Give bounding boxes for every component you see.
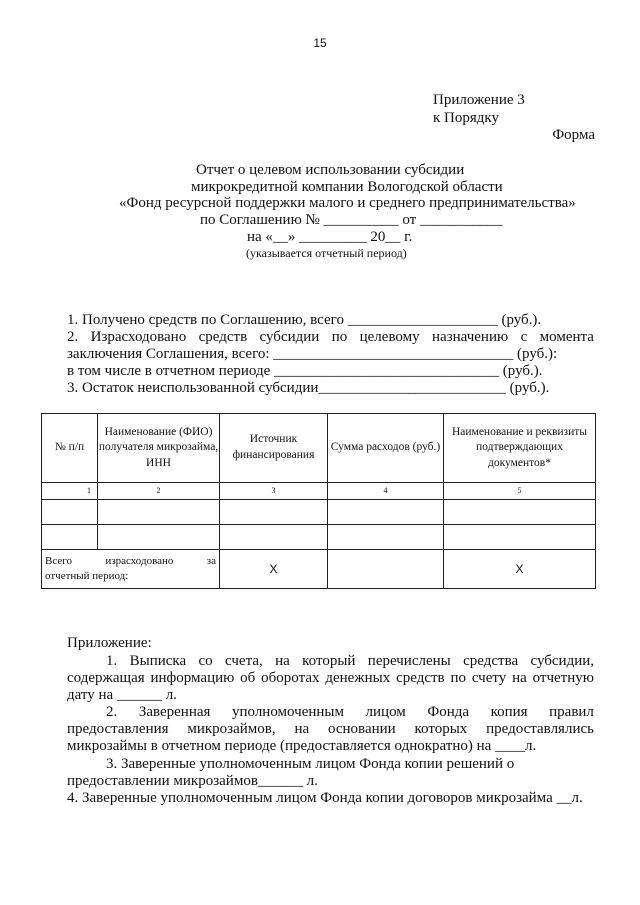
page-number: 15 <box>313 36 327 50</box>
total-source-x-mark: X <box>220 550 328 589</box>
attachment-word: 2. <box>106 704 118 720</box>
table-cell <box>98 500 220 525</box>
item-2-word: средств <box>198 329 248 345</box>
period-note: (указывается отчетный период) <box>246 246 407 260</box>
attachment-word: 1. <box>106 653 118 669</box>
table-cell <box>444 500 596 525</box>
attachment-word: средства <box>463 653 519 669</box>
attachment-word: перечислены <box>367 653 451 669</box>
appendix-label: Приложение 3 <box>433 92 525 108</box>
attachment-1-line1 <box>106 653 594 670</box>
attachment-word: на <box>275 653 290 669</box>
column-number: 2 <box>98 483 220 500</box>
total-label-line2: отчетный период: <box>45 570 129 582</box>
attachment-2-line3: микрозаймы в отчетном периоде (предоставляется однократно) на ____л. <box>67 738 537 754</box>
header-cell-source: Источник финансирования <box>220 414 328 483</box>
item-2-word: Израсходовано <box>90 329 187 345</box>
attachment-3-line1: 3. Заверенные уполномоченным лицом Фонда копии решений о <box>106 756 515 772</box>
total-row <box>42 550 596 589</box>
column-number: 5 <box>444 483 596 500</box>
attachment-word: копия <box>490 704 528 720</box>
attachment-word: которых <box>414 721 468 737</box>
attachment-word: предоставлялись <box>486 721 594 737</box>
total-label <box>42 550 220 589</box>
attachment-word: предоставления <box>67 721 169 737</box>
attachment-word: оборотах <box>261 670 320 686</box>
item-2-line3: в том числе в отчетном периоде ______________________________ (руб.). <box>67 363 543 379</box>
table-cell <box>42 500 98 525</box>
attachment-word: лицом <box>365 704 406 720</box>
attachment-word: об <box>240 670 256 686</box>
attachment-3-line2: предоставлении микрозаймов______ л. <box>67 773 318 789</box>
item-2-word: назначению <box>432 329 509 345</box>
table-cell <box>328 500 444 525</box>
date-line: на «__» _________ 20__ г. <box>247 229 413 245</box>
attachment-word: на <box>294 721 310 737</box>
attachment-word: средств <box>396 670 445 686</box>
item-2-word: с <box>520 329 528 345</box>
total-label-line1 <box>45 554 216 569</box>
item-2-line2: заключения Соглашения, всего: ________________________________ (руб.): <box>67 346 558 362</box>
header-cell-amount: Сумма расходов (руб.) <box>328 414 444 483</box>
table-row <box>42 500 596 525</box>
table-header-row <box>42 414 596 483</box>
attachment-word: счету <box>471 670 507 686</box>
attachment-word: отчетную <box>532 670 594 686</box>
attachment-word: основании <box>328 721 396 737</box>
attachment-word: уполномоченным <box>231 704 344 720</box>
attachment-word: Выписка <box>129 653 187 669</box>
attachment-word: денежных <box>325 670 391 686</box>
item-3-remainder: 3. Остаток неиспользованной субсидии_________________________ (руб.). <box>67 380 550 396</box>
item-2-word: субсидии <box>259 329 320 345</box>
total-amount-cell <box>328 550 444 589</box>
total-word: израсходовано <box>105 555 174 568</box>
attachment-word: Фонда <box>427 704 470 720</box>
expense-table <box>41 413 596 589</box>
table-cell <box>220 500 328 525</box>
attachment-word: по <box>450 670 466 686</box>
report-title-line2: микрокредитной компании Вологодской области <box>191 179 503 195</box>
table-cell <box>220 525 328 550</box>
item-2-word: момента <box>539 329 594 345</box>
attachment-word: микрозаймов, <box>187 721 276 737</box>
attachment-word: содержащая <box>67 670 145 686</box>
table-cell <box>444 525 596 550</box>
table-row <box>42 525 596 550</box>
header-cell-number: № п/п <box>42 414 98 483</box>
attachment-word: счета, <box>225 653 263 669</box>
to-order-label: к Порядку <box>433 110 499 126</box>
attachment-1-line2 <box>67 670 594 687</box>
attachment-word: на <box>512 670 527 686</box>
item-2-word: целевому <box>359 329 420 345</box>
header-cell-documents: Наименование и реквизиты подтверждающих документов* <box>444 414 596 483</box>
item-2-word: 2. <box>67 329 79 345</box>
agreement-line: по Соглашению № __________ от ___________ <box>200 212 503 228</box>
attachment-word: правил <box>549 704 594 720</box>
attachment-word: информацию <box>150 670 235 686</box>
table-cell <box>98 525 220 550</box>
column-number: 4 <box>328 483 444 500</box>
total-documents-x-mark: X <box>444 550 596 589</box>
form-label: Форма <box>552 127 595 143</box>
attachment-4-line: 4. Заверенные уполномоченным лицом Фонда копии договоров микрозайма __л. <box>67 790 583 806</box>
report-title-line3: «Фонд ресурсной поддержки малого и среднего предпринимательства» <box>119 195 576 211</box>
attachment-word: субсидии, <box>530 653 594 669</box>
attachment-word: со <box>198 653 213 669</box>
attachments-title: Приложение: <box>67 635 152 651</box>
item-2-word: по <box>331 329 348 345</box>
attachment-word: который <box>302 653 356 669</box>
attachment-1-line3: дату на ______ л. <box>67 687 177 703</box>
attachment-2-line2 <box>67 721 594 738</box>
column-number-row <box>42 483 596 500</box>
total-word: Всего <box>45 555 72 568</box>
header-cell-recipient: Наименование (ФИО) получателя микрозайма, ИНН <box>98 414 220 483</box>
item-2-line1 <box>67 329 594 346</box>
column-number: 1 <box>42 483 98 500</box>
table-cell <box>42 525 98 550</box>
column-number: 3 <box>220 483 328 500</box>
total-word: за <box>206 555 216 568</box>
attachment-2-line1 <box>106 704 594 721</box>
attachment-word: Заверенная <box>138 704 211 720</box>
table-cell <box>328 525 444 550</box>
item-1-received: 1. Получено средств по Соглашению, всего ____________________ (руб.). <box>67 312 542 328</box>
report-title-line1: Отчет о целевом использовании субсидии <box>196 162 465 178</box>
